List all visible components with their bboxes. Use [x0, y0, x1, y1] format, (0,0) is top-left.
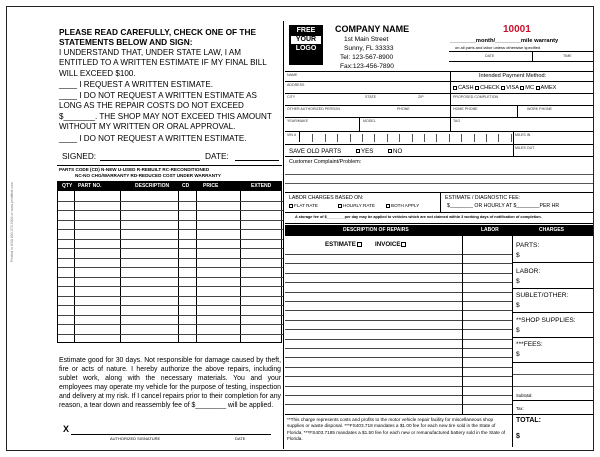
storage-fee-note: A storage fee of $________ per day may be applied to vehicles which are not claimed within 3 working days of notification of completion. [295, 215, 542, 219]
table-row[interactable] [58, 210, 283, 211]
table-row[interactable] [285, 301, 512, 302]
subtotal-label[interactable]: Subtotal: [516, 393, 533, 398]
payment-options [453, 85, 556, 91]
col-cd: CD [182, 183, 190, 189]
charge-shop-supplies-currency[interactable]: $ [516, 327, 520, 334]
table-row[interactable] [58, 305, 283, 306]
authorized-signature-label: AUTHORIZED SIGNATURE [110, 436, 161, 441]
complaint-label: Customer Complaint/Problem: [289, 159, 362, 165]
signature-line[interactable] [71, 434, 271, 435]
payment-cash[interactable]: CASH [453, 85, 474, 91]
repairs-table-header [285, 225, 593, 236]
table-row[interactable] [285, 282, 512, 283]
signed-date-label: DATE: [205, 151, 229, 161]
table-row[interactable] [285, 320, 512, 321]
tax-label[interactable]: Tax: [516, 406, 524, 411]
table-row[interactable] [285, 367, 512, 368]
warranty-subtext: on all parts and labor unless otherwise specified [455, 45, 541, 50]
complaint-lines[interactable] [285, 166, 593, 192]
table-row[interactable] [285, 386, 512, 387]
table-row[interactable] [285, 395, 512, 396]
payment-label: Intended Payment Method: [479, 73, 547, 79]
repair-order-form [6, 6, 594, 451]
statement-option-2: ____ I DO NOT REQUEST A WRITTEN ESTIMATE AS LONG AS THE REPAIR COSTS DO NOT EXCEED $_______. THE SHOP MAY NOT EXCEED THIS AMOUNT WITHOUT MY WRITTEN OR ORAL APPROVAL. [59, 91, 272, 132]
payment-visa[interactable]: VISA [501, 85, 518, 91]
table-row[interactable] [285, 254, 512, 255]
signed-label: SIGNED: [62, 151, 97, 161]
save-parts-no[interactable]: NO [388, 148, 402, 155]
parts-code-line-2: NC-NO CHG/WARRANTY RD-REDUCED COST UNDER WARRANTY [75, 173, 221, 178]
charge-labor-label: LABOR: [516, 268, 541, 275]
table-row[interactable] [285, 329, 512, 330]
charge-shop-supplies-label: **SHOP SUPPLIES: [516, 317, 576, 324]
table-row[interactable] [285, 263, 512, 264]
diagnostic-fee-amount[interactable]: $________ OR HOURLY AT $________PER HR [447, 203, 560, 209]
table-row[interactable] [58, 220, 283, 221]
table-row[interactable] [58, 324, 283, 325]
payment-mc[interactable]: MC [520, 85, 534, 91]
statement-option-1: ____ I REQUEST A WRITTEN ESTIMATE. [59, 80, 213, 89]
save-parts-label: SAVE OLD PARTS [289, 148, 342, 155]
charge-parts-currency[interactable]: $ [516, 252, 520, 259]
table-row[interactable] [285, 357, 512, 358]
table-row[interactable] [58, 277, 283, 278]
company-tel: Tel: 123-567-8900 [340, 54, 394, 61]
table-row[interactable] [58, 296, 283, 297]
col-labor: LABOR [481, 227, 499, 233]
table-row[interactable] [58, 267, 283, 268]
labor-flat-rate[interactable]: FLAT RATE [289, 203, 318, 208]
payment-check[interactable]: CHECK [475, 85, 500, 91]
field-other-person[interactable]: OTHER AUTHORIZED PERSON [287, 107, 340, 111]
col-price: PRICE [203, 183, 219, 189]
parts-table-body[interactable] [57, 191, 282, 343]
total-currency[interactable]: $ [516, 433, 520, 440]
statement-heading: PLEASE READ CAREFULLY, CHECK ONE OF THE STATEMENTS BELOW AND SIGN: [59, 27, 256, 48]
signed-line[interactable] [100, 160, 200, 161]
statement-option-3: ____ I DO NOT REQUEST A WRITTEN ESTIMATE. [59, 134, 247, 143]
vin-boxes[interactable] [299, 132, 511, 142]
table-row[interactable] [285, 292, 512, 293]
table-row[interactable] [58, 239, 283, 240]
table-row[interactable] [58, 248, 283, 249]
form-number: 10001 [503, 24, 531, 35]
field-vin[interactable]: VIN # [287, 133, 296, 137]
invoice-checkbox[interactable]: INVOICE [375, 241, 406, 248]
col-description: DESCRIPTION [135, 183, 170, 189]
field-address[interactable]: ADDRESS [287, 83, 305, 87]
repairs-table-body[interactable] [285, 236, 512, 414]
logo-placeholder: FREE YOUR LOGO [289, 25, 323, 65]
charge-sublet-label: SUBLET/OTHER: [516, 292, 569, 299]
field-home-phone[interactable]: HOME PHONE [453, 107, 478, 111]
signature-x: X [63, 424, 70, 434]
diagnostic-fee-label: ESTIMATE / DIAGNOSTIC FEE: [445, 195, 521, 201]
labor-hourly-rate[interactable]: HOURLY RATE [338, 203, 375, 208]
col-charges: CHARGES [539, 227, 565, 233]
company-address: 1st Main Street [344, 36, 389, 43]
header-date-label: DATE [485, 54, 495, 58]
charge-sublet-currency[interactable]: $ [516, 302, 520, 309]
field-phone[interactable]: PHONE [397, 107, 410, 111]
labor-charges-label: LABOR CHARGES BASED ON: [289, 195, 364, 201]
warranty-text: ________month/________mile warranty [450, 38, 559, 44]
table-row[interactable] [58, 315, 283, 316]
col-description-of-repairs: DESCRIPTION OF REPAIRS [343, 227, 409, 233]
table-row[interactable] [58, 258, 283, 259]
table-row[interactable] [285, 273, 512, 274]
table-row[interactable] [58, 201, 283, 202]
field-proposed-completion[interactable]: PROPOSED COMPLETION [453, 95, 499, 99]
company-city: Sunny, FL 33333 [344, 45, 394, 52]
total-label: TOTAL: [516, 417, 542, 424]
field-city[interactable]: CITY [287, 95, 296, 99]
field-model[interactable]: MODEL [363, 119, 376, 123]
labor-both-apply[interactable]: BOTH APPLY [386, 203, 419, 208]
table-row[interactable] [285, 348, 512, 349]
table-row[interactable] [58, 334, 283, 335]
field-miles-out[interactable]: MILES OUT [515, 146, 535, 150]
col-extend: EXTEND [251, 183, 272, 189]
header-time-label: TIME [563, 54, 572, 58]
table-row[interactable] [58, 286, 283, 287]
col-qty: QTY [62, 183, 73, 189]
field-zip[interactable]: ZIP [418, 95, 424, 99]
charge-fees-label: ***FEES: [516, 341, 543, 348]
estimate-checkbox[interactable]: ESTIMATE [325, 241, 362, 248]
field-tag[interactable]: TAG [453, 119, 461, 123]
field-miles-in[interactable]: MILES IN [515, 133, 531, 137]
field-year-make[interactable]: YEAR/MAKE [287, 119, 308, 123]
field-name[interactable]: NAME [287, 73, 298, 77]
disclaimer-text: Estimate good for 30 days. Not responsible for damage caused by theft, fire or acts of nature. I hereby authorize the above repairs, including sublet work, along with the necessary materials. You and your employees may operate my vehicle for the purpose of testing, inspection and delivery at my risk. If I cancel repairs prior to their completion for any reason, a tear down and reassembly fee of $________ will be applied. [59, 357, 281, 410]
charge-fees-currency[interactable]: $ [516, 351, 520, 358]
side-print-text: Printed in USA 800-373-0304 or www.printfleet.com [10, 182, 14, 262]
col-part-no: PART NO. [78, 183, 102, 189]
statement-body: I UNDERSTAND THAT, UNDER STATE LAW, I AM ENTITLED TO A WRITTEN ESTIMATE IF MY FINAL BILL WILL EXCEED $100. [59, 48, 267, 78]
table-row[interactable] [285, 376, 512, 377]
parts-code-line-1: PARTS CODE (CD) N-NEW U-USED R-REBUILT RC-RECONDITIONED [59, 167, 210, 172]
table-row[interactable] [285, 339, 512, 340]
field-state[interactable]: STATE [365, 95, 377, 99]
signed-date-line[interactable] [235, 160, 279, 161]
charge-parts-label: PARTS: [516, 242, 540, 249]
parts-table-header [57, 181, 282, 191]
table-row[interactable] [285, 310, 512, 311]
company-fax: Fax:123-456-7890 [340, 63, 394, 70]
footnote-text: **This charge represents costs and profits to the motor vehicle repair facility for miscellaneous shop supplies or waste disposal. ***FS403.718 mandates a $1.00 fee for each new tire sold in the State of Florida. ***FS403.7185 mandates a $1.50 fee for each new or remanufactured battery sold in the State of Florida. [287, 417, 506, 441]
save-parts-yes[interactable]: YES [356, 148, 373, 155]
payment-amex[interactable]: AMEX [536, 85, 557, 91]
charges-column [513, 236, 593, 447]
table-row[interactable] [58, 229, 283, 230]
company-name: COMPANY NAME [335, 24, 410, 34]
table-row[interactable] [285, 404, 512, 405]
signature-date-label: DATE [235, 436, 246, 441]
field-work-phone[interactable]: WORK PHONE [527, 107, 552, 111]
charge-labor-currency[interactable]: $ [516, 278, 520, 285]
